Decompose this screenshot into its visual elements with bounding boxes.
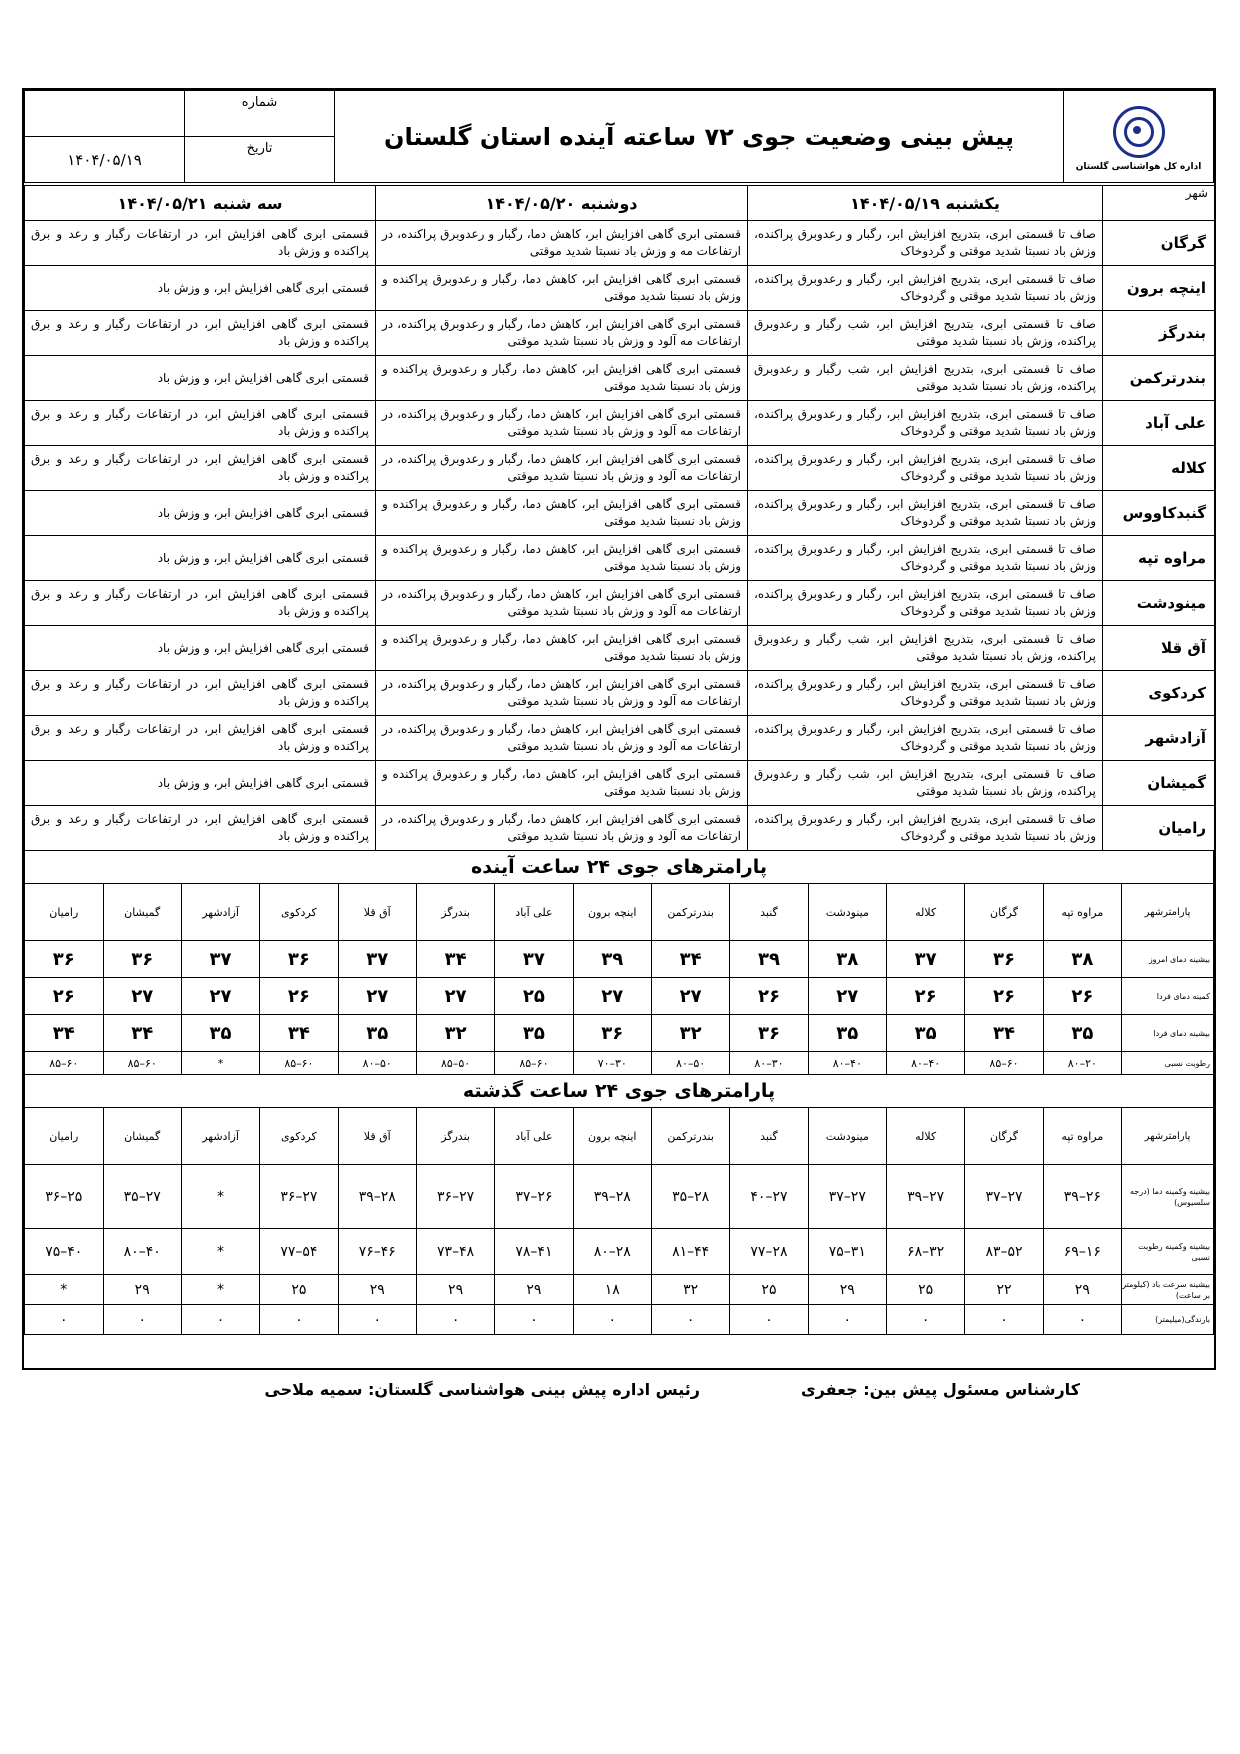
forecast-day3: قسمتی ابری گاهی افزایش ابر، و وزش باد bbox=[25, 266, 376, 311]
param-value: ۲۷–۳۹ bbox=[886, 1165, 964, 1229]
forecast-day3: قسمتی ابری گاهی افزایش ابر، در ارتفاعات رگبار و رعد و برق پراکنده و وزش باد bbox=[25, 716, 376, 761]
param-value: ۶۰–۸۵ bbox=[103, 1052, 181, 1075]
param-value: * bbox=[181, 1052, 259, 1075]
forecast-row bbox=[25, 671, 1215, 716]
param-row bbox=[25, 978, 1214, 1015]
forecast-day3: قسمتی ابری گاهی افزایش ابر، و وزش باد bbox=[25, 491, 376, 536]
param-value: ۲۷ bbox=[416, 978, 494, 1015]
forecast-day2: قسمتی ابری گاهی افزایش ابر، کاهش دما، رگبار و رعدوبرق پراکنده، در ارتفاعات مه آلود و وزش باد نسبتا شدید موقتی bbox=[376, 401, 748, 446]
param-value: ۳۷ bbox=[886, 941, 964, 978]
param-value: ۵۰–۸۰ bbox=[338, 1052, 416, 1075]
forecast-day2: قسمتی ابری گاهی افزایش ابر، کاهش دما، رگبار و رعدوبرق پراکنده، در ارتفاعات مه آلود و وزش باد نسبتا شدید موقتی bbox=[376, 671, 748, 716]
forecast-city: مینودشت bbox=[1103, 581, 1215, 626]
param-city-header: رامیان bbox=[25, 884, 104, 941]
param-value: ۴۴–۸۱ bbox=[651, 1229, 729, 1275]
param-value: ۳۵ bbox=[1043, 1015, 1121, 1052]
forecast-table bbox=[24, 185, 1215, 851]
forecast-day3: قسمتی ابری گاهی افزایش ابر، و وزش باد bbox=[25, 761, 376, 806]
forecast-day2: قسمتی ابری گاهی افزایش ابر، کاهش دما، رگبار و رعدوبرق پراکنده، در ارتفاعات مه آلود و وزش باد نسبتا شدید موقتی bbox=[376, 311, 748, 356]
param-city-header: بندرترکمن bbox=[651, 884, 729, 941]
forecast-day1: صاف تا قسمتی ابری، بتدریج افزایش ابر، رگبار و رعدوبرق پراکنده، وزش باد نسبتا شدید موقتی و گردوخاک bbox=[748, 401, 1103, 446]
param-value: ۳۵ bbox=[886, 1015, 964, 1052]
forecast-row bbox=[25, 446, 1215, 491]
forecast-day2: قسمتی ابری گاهی افزایش ابر، کاهش دما، رگبار و رعدوبرق پراکنده، در ارتفاعات مه آلود و وزش باد نسبتا شدید موقتی bbox=[376, 446, 748, 491]
param-city-header: مینودشت bbox=[808, 1108, 886, 1165]
param-value: ۲۷ bbox=[181, 978, 259, 1015]
param-value: ۴۰–۷۵ bbox=[25, 1229, 104, 1275]
param-value: ۲۷–۴۰ bbox=[730, 1165, 808, 1229]
forecast-city: بندرگز bbox=[1103, 311, 1215, 356]
number-label: شماره bbox=[185, 91, 335, 137]
param-value: ۲۷ bbox=[651, 978, 729, 1015]
param-value: ۲۶ bbox=[1043, 978, 1121, 1015]
param-city-header: گرگان bbox=[965, 1108, 1043, 1165]
forecast-row bbox=[25, 761, 1215, 806]
forecast-day1: صاف تا قسمتی ابری، بتدریج افزایش ابر، رگبار و رعدوبرق پراکنده، وزش باد نسبتا شدید موقتی و گردوخاک bbox=[748, 536, 1103, 581]
forecast-day1: صاف تا قسمتی ابری، بتدریج افزایش ابر، شب رگبار و رعدوبرق پراکنده، وزش باد نسبتا شدید موقتی bbox=[748, 626, 1103, 671]
param-row bbox=[25, 941, 1214, 978]
forecast-day2: قسمتی ابری گاهی افزایش ابر، کاهش دما، رگبار و رعدوبرق پراکنده، در ارتفاعات مه آلود و وزش باد نسبتا شدید موقتی bbox=[376, 716, 748, 761]
param-value: ۰ bbox=[730, 1305, 808, 1335]
param-value: ۲۶ bbox=[730, 978, 808, 1015]
past24-table bbox=[24, 1107, 1214, 1335]
param-value: ۰ bbox=[103, 1305, 181, 1335]
param-value: ۵۲–۸۳ bbox=[965, 1229, 1043, 1275]
param-value: ۳۴ bbox=[416, 941, 494, 978]
forecast-day3: قسمتی ابری گاهی افزایش ابر، و وزش باد bbox=[25, 356, 376, 401]
forecast-row bbox=[25, 221, 1215, 266]
forecast-day3: قسمتی ابری گاهی افزایش ابر، و وزش باد bbox=[25, 536, 376, 581]
forecast-city: مراوه تپه bbox=[1103, 536, 1215, 581]
param-value: ۶۰–۸۵ bbox=[25, 1052, 104, 1075]
param-value: ۲۸–۳۵ bbox=[651, 1165, 729, 1229]
forecast-day2: قسمتی ابری گاهی افزایش ابر، کاهش دما، رگبار و رعدوبرق پراکنده و وزش باد نسبتا شدید موقتی bbox=[376, 356, 748, 401]
forecast-city: اینچه برون bbox=[1103, 266, 1215, 311]
param-value: ۲۶ bbox=[260, 978, 338, 1015]
city-column-header: شهر bbox=[1103, 186, 1215, 221]
logo bbox=[1064, 91, 1214, 183]
param-city-header: گمیشان bbox=[103, 884, 181, 941]
param-value: ۲۸–۳۹ bbox=[338, 1165, 416, 1229]
param-value: ۲۹ bbox=[416, 1275, 494, 1305]
param-value: ۳۴ bbox=[25, 1015, 104, 1052]
param-value: ۲۷ bbox=[338, 978, 416, 1015]
param-value: ۳۷ bbox=[338, 941, 416, 978]
param-value: ۲۶ bbox=[25, 978, 104, 1015]
head-signature: رئیس اداره پیش بینی هواشناسی گلستان: سمیه ملاحی bbox=[264, 1380, 700, 1399]
forecast-day1: صاف تا قسمتی ابری، بتدریج افزایش ابر، رگبار و رعدوبرق پراکنده، وزش باد نسبتا شدید موقتی و گردوخاک bbox=[748, 671, 1103, 716]
param-value: ۳۴ bbox=[103, 1015, 181, 1052]
forecast-day2: قسمتی ابری گاهی افزایش ابر، کاهش دما، رگبار و رعدوبرق پراکنده، در ارتفاعات مه آلود و وزش باد نسبتا شدید موقتی bbox=[376, 581, 748, 626]
param-value: ۰ bbox=[25, 1305, 104, 1335]
param-value: ۳۸ bbox=[808, 941, 886, 978]
param-city-header: مراوه تپه bbox=[1043, 1108, 1121, 1165]
forecast-day1: صاف تا قسمتی ابری، بتدریج افزایش ابر، رگبار و رعدوبرق پراکنده، وزش باد نسبتا شدید موقتی و گردوخاک bbox=[748, 806, 1103, 851]
param-city-header: کردکوی bbox=[260, 884, 338, 941]
param-value: ۰ bbox=[416, 1305, 494, 1335]
forecast-city: رامیان bbox=[1103, 806, 1215, 851]
forecast-row bbox=[25, 266, 1215, 311]
param-value: ۳۵ bbox=[495, 1015, 573, 1052]
forecast-day2: قسمتی ابری گاهی افزایش ابر، کاهش دما، رگبار و رعدوبرق پراکنده و وزش باد نسبتا شدید موقتی bbox=[376, 536, 748, 581]
param-value: ۳۲ bbox=[416, 1015, 494, 1052]
param-row bbox=[25, 1229, 1214, 1275]
date-label: تاریخ bbox=[185, 137, 335, 183]
param-value: ۲۷ bbox=[808, 978, 886, 1015]
param-value: ۲۷ bbox=[573, 978, 651, 1015]
param-value: ۲۷–۳۷ bbox=[965, 1165, 1043, 1229]
param-value: ۲۹ bbox=[103, 1275, 181, 1305]
param-value: ۲۶ bbox=[886, 978, 964, 1015]
param-value: ۳۹ bbox=[730, 941, 808, 978]
param-value: ۵۰–۸۰ bbox=[651, 1052, 729, 1075]
param-value: ۲۶–۳۷ bbox=[495, 1165, 573, 1229]
param-city-header: آزادشهر bbox=[181, 884, 259, 941]
forecast-day1: صاف تا قسمتی ابری، بتدریج افزایش ابر، شب رگبار و رعدوبرق پراکنده، وزش باد نسبتا شدید موقتی bbox=[748, 311, 1103, 356]
param-value: ۲۸–۳۹ bbox=[573, 1165, 651, 1229]
param-value: ۰ bbox=[573, 1305, 651, 1335]
forecast-row bbox=[25, 806, 1215, 851]
forecast-day3: قسمتی ابری گاهی افزایش ابر، در ارتفاعات رگبار و رعد و برق پراکنده و وزش باد bbox=[25, 446, 376, 491]
param-value: ۲۶–۳۹ bbox=[1043, 1165, 1121, 1229]
forecast-day1: صاف تا قسمتی ابری، بتدریج افزایش ابر، رگبار و رعدوبرق پراکنده، وزش باد نسبتا شدید موقتی و گردوخاک bbox=[748, 266, 1103, 311]
meteorology-logo-icon bbox=[1113, 106, 1165, 158]
forecast-day3: قسمتی ابری گاهی افزایش ابر، در ارتفاعات رگبار و رعد و برق پراکنده و وزش باد bbox=[25, 806, 376, 851]
param-value: ۶۰–۸۵ bbox=[260, 1052, 338, 1075]
forecast-day1: صاف تا قسمتی ابری، بتدریج افزایش ابر، رگبار و رعدوبرق پراکنده، وزش باد نسبتا شدید موقتی و گردوخاک bbox=[748, 581, 1103, 626]
param-row-label: بیشینه دمای فردا bbox=[1122, 1015, 1214, 1052]
forecast-day2: قسمتی ابری گاهی افزایش ابر، کاهش دما، رگبار و رعدوبرق پراکنده و وزش باد نسبتا شدید موقتی bbox=[376, 626, 748, 671]
header bbox=[24, 90, 1214, 182]
param-value: ۳۱–۷۵ bbox=[808, 1229, 886, 1275]
param-city-header: علی آباد bbox=[495, 884, 573, 941]
param-city-header: گنبد bbox=[730, 884, 808, 941]
param-value: ۲۷–۳۷ bbox=[808, 1165, 886, 1229]
forecast-day2: قسمتی ابری گاهی افزایش ابر، کاهش دما، رگبار و رعدوبرق پراکنده و وزش باد نسبتا شدید موقتی bbox=[376, 761, 748, 806]
param-value: * bbox=[25, 1275, 104, 1305]
param-city-header: آق قلا bbox=[338, 1108, 416, 1165]
forecast-day2: قسمتی ابری گاهی افزایش ابر، کاهش دما، رگبار و رعدوبرق پراکنده و وزش باد نسبتا شدید موقتی bbox=[376, 491, 748, 536]
param-value: ۲۸–۸۰ bbox=[573, 1229, 651, 1275]
param-value: ۳۰–۸۰ bbox=[730, 1052, 808, 1075]
param-value: ۰ bbox=[338, 1305, 416, 1335]
param-value: ۳۶ bbox=[730, 1015, 808, 1052]
param-value: ۴۰–۸۰ bbox=[886, 1052, 964, 1075]
number-value bbox=[25, 91, 185, 137]
param-value: ۳۷ bbox=[495, 941, 573, 978]
param-value: ۲۵ bbox=[886, 1275, 964, 1305]
param-value: ۱۶–۶۹ bbox=[1043, 1229, 1121, 1275]
param-value: ۳۴ bbox=[965, 1015, 1043, 1052]
param-value: ۵۰–۸۵ bbox=[416, 1052, 494, 1075]
param-corner: پارامترشهر bbox=[1122, 1108, 1214, 1165]
forecast-day1: صاف تا قسمتی ابری، بتدریج افزایش ابر، رگبار و رعدوبرق پراکنده، وزش باد نسبتا شدید موقتی و گردوخاک bbox=[748, 491, 1103, 536]
param-city-header: کردکوی bbox=[260, 1108, 338, 1165]
forecast-row bbox=[25, 356, 1215, 401]
forecast-city: کردکوی bbox=[1103, 671, 1215, 716]
param-value: * bbox=[181, 1165, 259, 1229]
past24-title: پارامترهای جوی ۲۴ ساعت گذشته bbox=[24, 1075, 1214, 1107]
forecast-day3: قسمتی ابری گاهی افزایش ابر، در ارتفاعات رگبار و رعد و برق پراکنده و وزش باد bbox=[25, 581, 376, 626]
param-value: ۰ bbox=[886, 1305, 964, 1335]
param-row-label: بارندگی(میلیمتر) bbox=[1122, 1305, 1214, 1335]
param-value: ۳۲ bbox=[651, 1275, 729, 1305]
param-value: ۳۶ bbox=[25, 941, 104, 978]
param-city-header: مینودشت bbox=[808, 884, 886, 941]
param-city-header: رامیان bbox=[25, 1108, 104, 1165]
param-row bbox=[25, 1305, 1214, 1335]
next24-title: پارامترهای جوی ۲۴ ساعت آینده bbox=[24, 851, 1214, 883]
param-value: ۰ bbox=[181, 1305, 259, 1335]
param-value: ۰ bbox=[965, 1305, 1043, 1335]
param-row-label: بیشینه وکمینه رطوبت نسبی bbox=[1122, 1229, 1214, 1275]
param-value: * bbox=[181, 1275, 259, 1305]
param-row-label: بیشینه وکمینه دما (درجه سلسیوس) bbox=[1122, 1165, 1214, 1229]
org-name: اداره کل هواشناسی گلستان bbox=[1075, 161, 1202, 172]
param-row bbox=[25, 1165, 1214, 1229]
param-value: ۲۹ bbox=[1043, 1275, 1121, 1305]
forecast-day1: صاف تا قسمتی ابری، بتدریج افزایش ابر، رگبار و رعدوبرق پراکنده، وزش باد نسبتا شدید موقتی و گردوخاک bbox=[748, 446, 1103, 491]
param-value: ۲۷–۳۶ bbox=[416, 1165, 494, 1229]
forecast-section bbox=[24, 185, 1214, 1335]
param-value: ۳۵ bbox=[181, 1015, 259, 1052]
param-row bbox=[25, 1052, 1214, 1075]
param-city-header: گنبد bbox=[730, 1108, 808, 1165]
forecaster-signature: کارشناس مسئول پیش بین: جعفری bbox=[801, 1380, 1080, 1399]
param-value: ۳۵ bbox=[338, 1015, 416, 1052]
param-value: ۵۴–۷۷ bbox=[260, 1229, 338, 1275]
forecast-row bbox=[25, 536, 1215, 581]
forecast-day1: صاف تا قسمتی ابری، بتدریج افزایش ابر، شب رگبار و رعدوبرق پراکنده، وزش باد نسبتا شدید موقتی bbox=[748, 356, 1103, 401]
param-value: ۰ bbox=[495, 1305, 573, 1335]
param-value: ۳۷ bbox=[181, 941, 259, 978]
next24-table bbox=[24, 883, 1214, 1075]
forecast-row bbox=[25, 716, 1215, 761]
forecast-city: گمیشان bbox=[1103, 761, 1215, 806]
param-value: ۲۵ bbox=[495, 978, 573, 1015]
param-value: ۶۰–۸۵ bbox=[495, 1052, 573, 1075]
param-value: ۲۵ bbox=[730, 1275, 808, 1305]
param-row bbox=[25, 1275, 1214, 1305]
param-value: ۲۸–۷۷ bbox=[730, 1229, 808, 1275]
forecast-city: بندرترکمن bbox=[1103, 356, 1215, 401]
forecast-day1: صاف تا قسمتی ابری، بتدریج افزایش ابر، شب رگبار و رعدوبرق پراکنده، وزش باد نسبتا شدید موقتی bbox=[748, 761, 1103, 806]
forecast-day3: قسمتی ابری گاهی افزایش ابر، و وزش باد bbox=[25, 626, 376, 671]
param-row-label: بیشینه سرعت باد (کیلومتر بر ساعت) bbox=[1122, 1275, 1214, 1305]
param-city-header: گرگان bbox=[965, 884, 1043, 941]
forecast-day3: قسمتی ابری گاهی افزایش ابر، در ارتفاعات رگبار و رعد و برق پراکنده و وزش باد bbox=[25, 221, 376, 266]
param-value: ۴۱–۷۸ bbox=[495, 1229, 573, 1275]
param-city-header: اینچه برون bbox=[573, 884, 651, 941]
forecast-day1: صاف تا قسمتی ابری، بتدریج افزایش ابر، رگبار و رعدوبرق پراکنده، وزش باد نسبتا شدید موقتی و گردوخاک bbox=[748, 221, 1103, 266]
param-value: ۲۹ bbox=[338, 1275, 416, 1305]
forecast-day3: قسمتی ابری گاهی افزایش ابر، در ارتفاعات رگبار و رعد و برق پراکنده و وزش باد bbox=[25, 401, 376, 446]
day-header-2: دوشنبه ۱۴۰۴/۰۵/۲۰ bbox=[376, 186, 748, 221]
param-value: ۳۶ bbox=[260, 941, 338, 978]
forecast-city: کلاله bbox=[1103, 446, 1215, 491]
param-value: ۴۶–۷۶ bbox=[338, 1229, 416, 1275]
forecast-day2: قسمتی ابری گاهی افزایش ابر، کاهش دما، رگبار و رعدوبرق پراکنده، در ارتفاعات مه و وزش باد نسبتا شدید موقتی bbox=[376, 221, 748, 266]
param-value: ۳۶ bbox=[103, 941, 181, 978]
forecast-row bbox=[25, 491, 1215, 536]
forecast-day2: قسمتی ابری گاهی افزایش ابر، کاهش دما، رگبار و رعدوبرق پراکنده، در ارتفاعات مه آلود و وزش باد نسبتا شدید موقتی bbox=[376, 806, 748, 851]
param-value: ۲۹ bbox=[495, 1275, 573, 1305]
param-value: ۳۶ bbox=[965, 941, 1043, 978]
param-value: ۳۵ bbox=[808, 1015, 886, 1052]
param-value: ۳۹ bbox=[573, 941, 651, 978]
param-value: ۲۶ bbox=[965, 978, 1043, 1015]
param-value: ۲۷–۳۶ bbox=[260, 1165, 338, 1229]
param-value: ۴۸–۷۳ bbox=[416, 1229, 494, 1275]
forecast-city: آق قلا bbox=[1103, 626, 1215, 671]
forecast-row bbox=[25, 626, 1215, 671]
param-row-label: بیشینه دمای امروز bbox=[1122, 941, 1214, 978]
param-value: ۲۵ bbox=[260, 1275, 338, 1305]
param-value: ۴۰–۸۰ bbox=[808, 1052, 886, 1075]
day-header-1: یکشنبه ۱۴۰۴/۰۵/۱۹ bbox=[748, 186, 1103, 221]
param-city-header: بندرترکمن bbox=[651, 1108, 729, 1165]
forecast-row bbox=[25, 311, 1215, 356]
document-frame bbox=[22, 88, 1216, 1370]
forecast-day2: قسمتی ابری گاهی افزایش ابر، کاهش دما، رگبار و رعدوبرق پراکنده و وزش باد نسبتا شدید موقتی bbox=[376, 266, 748, 311]
date-value: ۱۴۰۴/۰۵/۱۹ bbox=[25, 137, 185, 183]
param-city-header: بندرگز bbox=[416, 1108, 494, 1165]
param-value: ۳۲ bbox=[651, 1015, 729, 1052]
param-city-header: آزادشهر bbox=[181, 1108, 259, 1165]
page-title: پیش بینی وضعیت جوی ۷۲ ساعته آینده استان گلستان bbox=[335, 91, 1064, 183]
forecast-city: آزادشهر bbox=[1103, 716, 1215, 761]
forecast-row bbox=[25, 401, 1215, 446]
param-value: ۰ bbox=[651, 1305, 729, 1335]
forecast-city: گنبدکاووس bbox=[1103, 491, 1215, 536]
forecast-day3: قسمتی ابری گاهی افزایش ابر، در ارتفاعات رگبار و رعد و برق پراکنده و وزش باد bbox=[25, 671, 376, 716]
param-value: ۲۷ bbox=[103, 978, 181, 1015]
param-city-header: علی آباد bbox=[495, 1108, 573, 1165]
param-value: ۲۲ bbox=[965, 1275, 1043, 1305]
param-corner: پارامترشهر bbox=[1122, 884, 1214, 941]
param-value: ۳۲–۶۸ bbox=[886, 1229, 964, 1275]
param-value: * bbox=[181, 1229, 259, 1275]
param-row bbox=[25, 1015, 1214, 1052]
param-value: ۰ bbox=[1043, 1305, 1121, 1335]
param-value: ۲۷–۳۵ bbox=[103, 1165, 181, 1229]
forecast-day1: صاف تا قسمتی ابری، بتدریج افزایش ابر، رگبار و رعدوبرق پراکنده، وزش باد نسبتا شدید موقتی و گردوخاک bbox=[748, 716, 1103, 761]
day-header-3: سه شنبه ۱۴۰۴/۰۵/۲۱ bbox=[25, 186, 376, 221]
param-value: ۴۰–۸۰ bbox=[103, 1229, 181, 1275]
param-row-label: رطوبت نسبی bbox=[1122, 1052, 1214, 1075]
param-value: ۰ bbox=[260, 1305, 338, 1335]
param-value: ۰ bbox=[808, 1305, 886, 1335]
param-value: ۳۴ bbox=[260, 1015, 338, 1052]
param-value: ۳۸ bbox=[1043, 941, 1121, 978]
param-value: ۲۹ bbox=[808, 1275, 886, 1305]
param-city-header: اینچه برون bbox=[573, 1108, 651, 1165]
forecast-city: گرگان bbox=[1103, 221, 1215, 266]
param-value: ۳۴ bbox=[651, 941, 729, 978]
param-city-header: مراوه تپه bbox=[1043, 884, 1121, 941]
param-value: ۶۰–۸۵ bbox=[965, 1052, 1043, 1075]
forecast-row bbox=[25, 581, 1215, 626]
param-value: ۲۵–۳۶ bbox=[25, 1165, 104, 1229]
param-city-header: بندرگز bbox=[416, 884, 494, 941]
param-value: ۳۶ bbox=[573, 1015, 651, 1052]
param-row-label: کمینه دمای فردا bbox=[1122, 978, 1214, 1015]
param-value: ۱۸ bbox=[573, 1275, 651, 1305]
param-city-header: آق قلا bbox=[338, 884, 416, 941]
forecast-city: علی آباد bbox=[1103, 401, 1215, 446]
param-city-header: گمیشان bbox=[103, 1108, 181, 1165]
param-city-header: کلاله bbox=[886, 1108, 964, 1165]
forecast-day3: قسمتی ابری گاهی افزایش ابر، در ارتفاعات رگبار و رعد و برق پراکنده و وزش باد bbox=[25, 311, 376, 356]
param-value: ۲۰–۸۰ bbox=[1043, 1052, 1121, 1075]
param-city-header: کلاله bbox=[886, 884, 964, 941]
param-value: ۳۰–۷۰ bbox=[573, 1052, 651, 1075]
